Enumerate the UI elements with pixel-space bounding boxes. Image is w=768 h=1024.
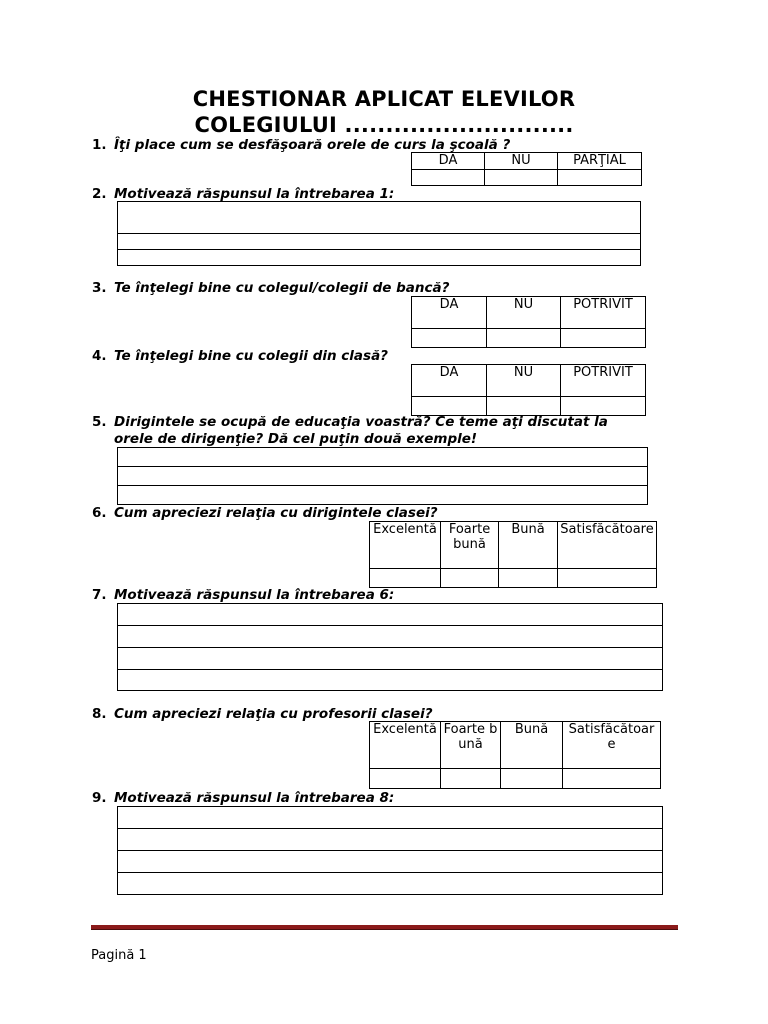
answer-cell-buna[interactable]: [501, 769, 563, 789]
answer-line[interactable]: [118, 873, 663, 895]
question-5-text-line-2: orele de dirigenţie? Dă cel puţin două exemple!: [114, 431, 478, 447]
answer-line[interactable]: [118, 448, 648, 467]
question-6-number: 6.: [92, 505, 107, 521]
answer-line[interactable]: [118, 467, 648, 486]
question-5-text-line-1: Dirigintele se ocupă de educaţia voastră? Ce teme aţi discutat la: [114, 414, 608, 430]
footer-divider: [91, 925, 678, 930]
question-3-options-table: [411, 296, 646, 348]
answer-cell-satisfacatoare[interactable]: [563, 769, 661, 789]
answer-cell-foarte-buna[interactable]: [441, 569, 499, 588]
question-9-text: Motivează răspunsul la întrebarea 8:: [114, 790, 395, 806]
question-4: [92, 348, 388, 364]
question-7: [92, 587, 394, 603]
option-satisfacatoare: Satisfăcătoare: [563, 722, 661, 769]
option-partial: PARŢIAL: [558, 153, 642, 170]
option-buna: Bună: [501, 722, 563, 769]
answer-line[interactable]: [118, 604, 663, 626]
option-satisfacatoare: Satisfăcătoare: [558, 522, 657, 569]
question-9-number: 9.: [92, 790, 107, 806]
option-excelenta: Excelentă: [370, 722, 441, 769]
question-3: [92, 280, 449, 296]
question-8-number: 8.: [92, 706, 107, 722]
question-2: [92, 186, 394, 202]
answer-line[interactable]: [118, 234, 641, 250]
question-4-text: Te înţelegi bine cu colegii din clasă?: [114, 348, 389, 364]
option-excelenta: Excelentă: [370, 522, 441, 569]
page-number-label: Pagină 1: [91, 948, 147, 963]
answer-cell-partial[interactable]: [558, 170, 642, 186]
question-5: [92, 414, 608, 430]
question-8-options-table: [369, 721, 661, 789]
answer-cell-nu[interactable]: [485, 170, 558, 186]
answer-cell-da[interactable]: [412, 397, 487, 416]
answer-cell-excelenta[interactable]: [370, 769, 441, 789]
answer-cell-potrivit[interactable]: [561, 329, 646, 348]
answer-line[interactable]: [118, 670, 663, 691]
option-buna: Bună: [499, 522, 558, 569]
question-7-number: 7.: [92, 587, 107, 603]
question-2-answer-lines: [117, 201, 641, 266]
answer-line[interactable]: [118, 202, 641, 234]
question-1-text: Îţi place cum se desfăşoară orele de curs la şcoală ?: [114, 137, 511, 153]
answer-cell-nu[interactable]: [487, 329, 561, 348]
option-nu: NU: [487, 365, 561, 397]
question-9: [92, 790, 394, 806]
option-foarte-buna: Foarte bună: [441, 522, 499, 569]
option-potrivit: POTRIVIT: [561, 297, 646, 329]
answer-line[interactable]: [118, 648, 663, 670]
question-7-text: Motivează răspunsul la întrebarea 6:: [114, 587, 395, 603]
question-1-number: 1.: [92, 137, 107, 153]
answer-line[interactable]: [118, 851, 663, 873]
question-8-text: Cum apreciezi relaţia cu profesorii clasei?: [114, 706, 433, 722]
answer-cell-buna[interactable]: [499, 569, 558, 588]
answer-line[interactable]: [118, 807, 663, 829]
option-nu: NU: [487, 297, 561, 329]
question-6-text: Cum apreciezi relaţia cu dirigintele clasei?: [114, 505, 438, 521]
question-8: [92, 706, 433, 722]
question-2-number: 2.: [92, 186, 107, 202]
question-3-text: Te înţelegi bine cu colegul/colegii de bancă?: [114, 280, 450, 296]
answer-cell-da[interactable]: [412, 170, 485, 186]
option-da: DA: [412, 153, 485, 170]
answer-line[interactable]: [118, 250, 641, 266]
question-6-options-table: [369, 521, 657, 588]
answer-line[interactable]: [118, 829, 663, 851]
answer-line[interactable]: [118, 486, 648, 505]
option-foarte-buna: Foarte bună: [441, 722, 501, 769]
option-da: DA: [412, 297, 487, 329]
document-title-line-2: COLEGIULUI ............................: [194, 113, 574, 137]
answer-cell-nu[interactable]: [487, 397, 561, 416]
answer-cell-foarte-buna[interactable]: [441, 769, 501, 789]
question-3-number: 3.: [92, 280, 107, 296]
option-potrivit: POTRIVIT: [561, 365, 646, 397]
answer-cell-excelenta[interactable]: [370, 569, 441, 588]
question-1-options-table: [411, 152, 642, 186]
option-nu: NU: [485, 153, 558, 170]
document-title-line-1: CHESTIONAR APLICAT ELEVILOR: [192, 87, 576, 111]
question-9-answer-lines: [117, 806, 663, 895]
question-4-number: 4.: [92, 348, 107, 364]
answer-line[interactable]: [118, 626, 663, 648]
question-2-text: Motivează răspunsul la întrebarea 1:: [114, 186, 395, 202]
question-5-number: 5.: [92, 414, 107, 430]
question-7-answer-lines: [117, 603, 663, 691]
question-4-options-table: [411, 364, 646, 416]
answer-cell-da[interactable]: [412, 329, 487, 348]
question-5-answer-lines: [117, 447, 648, 505]
question-5-continuation: [114, 431, 477, 447]
answer-cell-potrivit[interactable]: [561, 397, 646, 416]
question-6: [92, 505, 438, 521]
answer-cell-satisfacatoare[interactable]: [558, 569, 657, 588]
question-1: [92, 137, 510, 153]
option-da: DA: [412, 365, 487, 397]
